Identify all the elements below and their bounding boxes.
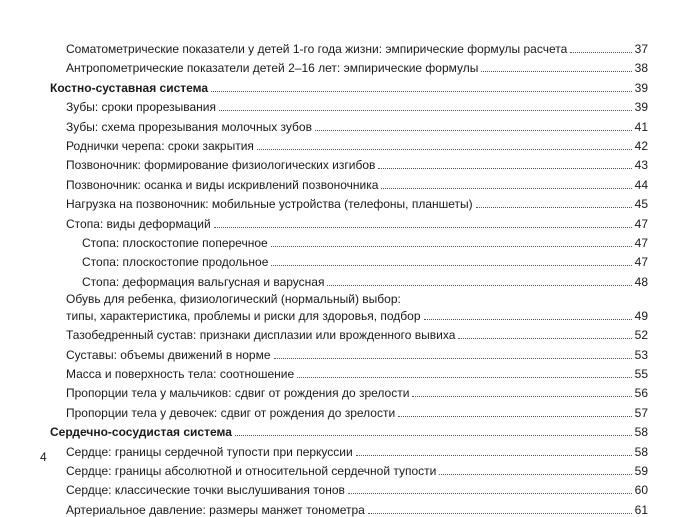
toc-entry-title: Позвоночник: формирование физиологических изгибов <box>66 158 376 173</box>
dot-leader <box>398 416 631 417</box>
toc-entry[interactable] <box>66 479 648 497</box>
toc-entry-title: Сердце: границы абсолютной и относительной сердечной тупости <box>66 463 437 478</box>
toc-entry[interactable] <box>66 344 648 362</box>
toc-entry[interactable] <box>66 213 648 231</box>
toc-page-number: 47 <box>634 255 648 270</box>
toc-page-number: 39 <box>634 80 648 95</box>
toc-entry-title: Зубы: схема прорезывания молочных зубов <box>66 119 312 134</box>
toc-entry[interactable] <box>66 382 648 400</box>
toc-page-number: 41 <box>634 119 648 134</box>
toc-page-number: 61 <box>634 502 648 517</box>
toc-entry[interactable] <box>66 57 648 75</box>
toc-entry[interactable] <box>66 96 648 114</box>
toc-page-number: 55 <box>634 366 648 381</box>
dot-leader <box>481 71 631 72</box>
toc-section-heading[interactable] <box>50 77 648 95</box>
toc-page-number: 58 <box>634 425 648 440</box>
toc-entry[interactable] <box>66 363 648 381</box>
dot-leader <box>381 188 631 189</box>
dot-leader <box>327 285 631 286</box>
toc-entry[interactable] <box>66 305 648 323</box>
dot-leader <box>235 435 632 436</box>
toc-entry-title: Тазобедренный сустав: признаки дисплазии или врожденного вывиха <box>66 328 456 343</box>
toc-page-number: 37 <box>634 42 648 56</box>
dot-leader <box>271 265 631 266</box>
toc-entry-title: Нагрузка на позвоночник: мобильные устройства (телефоны, планшеты) <box>66 197 473 212</box>
toc-entry[interactable] <box>66 193 648 211</box>
dot-leader <box>439 474 631 475</box>
toc-entry-title: Стопа: плоскостопие продольное <box>82 255 269 270</box>
toc-entry-title: Масса и поверхность тела: соотношение <box>66 366 295 381</box>
toc-entry[interactable] <box>82 251 648 269</box>
toc-entry-title: Зубы: сроки прорезывания <box>66 100 216 115</box>
toc-entry-title: Сердечно-сосудистая система <box>50 425 232 440</box>
toc-entry-title: типы, характеристика, проблемы и риски для здоровья, подбор <box>66 308 421 323</box>
toc-entry-title: Стопа: плоскостопие поперечное <box>82 236 268 250</box>
dot-leader <box>348 493 632 494</box>
toc-page-number: 48 <box>634 274 648 289</box>
page-number: 4 <box>40 450 47 464</box>
toc-page-number: 52 <box>634 328 648 343</box>
dot-leader <box>271 246 632 247</box>
toc-entry-title: Позвоночник: осанка и виды искривлений позвоночника <box>66 177 379 192</box>
dot-leader <box>476 207 632 208</box>
toc-entry-title: Сердце: границы сердечной тупости при перкуссии <box>66 444 353 459</box>
dot-leader <box>412 396 631 397</box>
toc-entry-title: Обувь для ребенка, физиологический (нормальный) выбор: <box>66 292 401 307</box>
dot-leader <box>570 52 631 53</box>
dot-leader <box>297 377 631 378</box>
dot-leader <box>424 319 632 320</box>
dot-leader <box>368 513 632 514</box>
toc-entry[interactable] <box>82 271 648 289</box>
toc-entry[interactable] <box>66 135 648 153</box>
toc-entry-title: Пропорции тела у мальчиков: сдвиг от рождения до зрелости <box>66 386 410 401</box>
toc-page-number: 49 <box>634 308 648 323</box>
toc-entry[interactable] <box>66 38 648 56</box>
dot-leader <box>211 91 632 92</box>
toc-entry-title: Антропометрические показатели детей 2–16 лет: эмпирические формулы <box>66 61 479 76</box>
toc-entry[interactable] <box>66 324 648 342</box>
toc-page-number: 58 <box>634 444 648 459</box>
toc-entry[interactable] <box>66 441 648 459</box>
toc-page-number: 57 <box>634 405 648 420</box>
dot-leader <box>315 130 632 131</box>
toc-page-number: 53 <box>634 347 648 362</box>
toc-entry-title: Костно-суставная система <box>50 80 209 95</box>
toc-page-number: 56 <box>634 386 648 401</box>
dot-leader <box>257 149 632 150</box>
toc-page-number: 59 <box>634 463 648 478</box>
dot-leader <box>274 358 632 359</box>
toc-entry[interactable] <box>66 460 648 478</box>
dot-leader <box>378 168 631 169</box>
toc-entry[interactable] <box>66 116 648 134</box>
toc-entry-title: Стопа: деформация вальгусная и варусная <box>82 274 325 289</box>
toc-entry-title: Артериальное давление: размеры манжет тонометра <box>66 502 365 517</box>
toc-page-number: 38 <box>634 61 648 76</box>
toc-entry[interactable] <box>66 154 648 172</box>
toc-page-number: 47 <box>634 236 648 250</box>
toc-page-number: 42 <box>634 139 648 153</box>
toc-entry-title: Пропорции тела у девочек: сдвиг от рождения до зрелости <box>66 405 396 420</box>
toc-entry[interactable] <box>66 499 648 517</box>
toc-page-number: 47 <box>634 216 648 231</box>
dot-leader <box>219 110 632 111</box>
dot-leader <box>214 227 632 228</box>
dot-leader <box>356 455 632 456</box>
toc-section-heading[interactable] <box>50 421 648 439</box>
toc-entry-title: Суставы: объемы движений в норме <box>66 347 271 362</box>
toc-entry-title: Соматометрические показатели у детей 1-го года жизни: эмпирические формулы расчета <box>66 42 568 56</box>
toc-entry[interactable] <box>66 402 648 420</box>
toc-page-number: 44 <box>634 177 648 192</box>
dot-leader <box>458 338 631 339</box>
toc-page-number: 45 <box>634 197 648 212</box>
toc-entry[interactable] <box>66 174 648 192</box>
toc-entry-title: Стопа: виды деформаций <box>66 216 211 231</box>
toc-entry-title: Роднички черепа: сроки закрытия <box>66 139 254 153</box>
toc-entry-title: Сердце: классические точки выслушивания тонов <box>66 483 345 498</box>
toc-page-number: 39 <box>634 100 648 115</box>
toc-entry[interactable] <box>82 232 648 250</box>
toc-page-number: 43 <box>634 158 648 173</box>
toc-page-number: 60 <box>634 483 648 498</box>
